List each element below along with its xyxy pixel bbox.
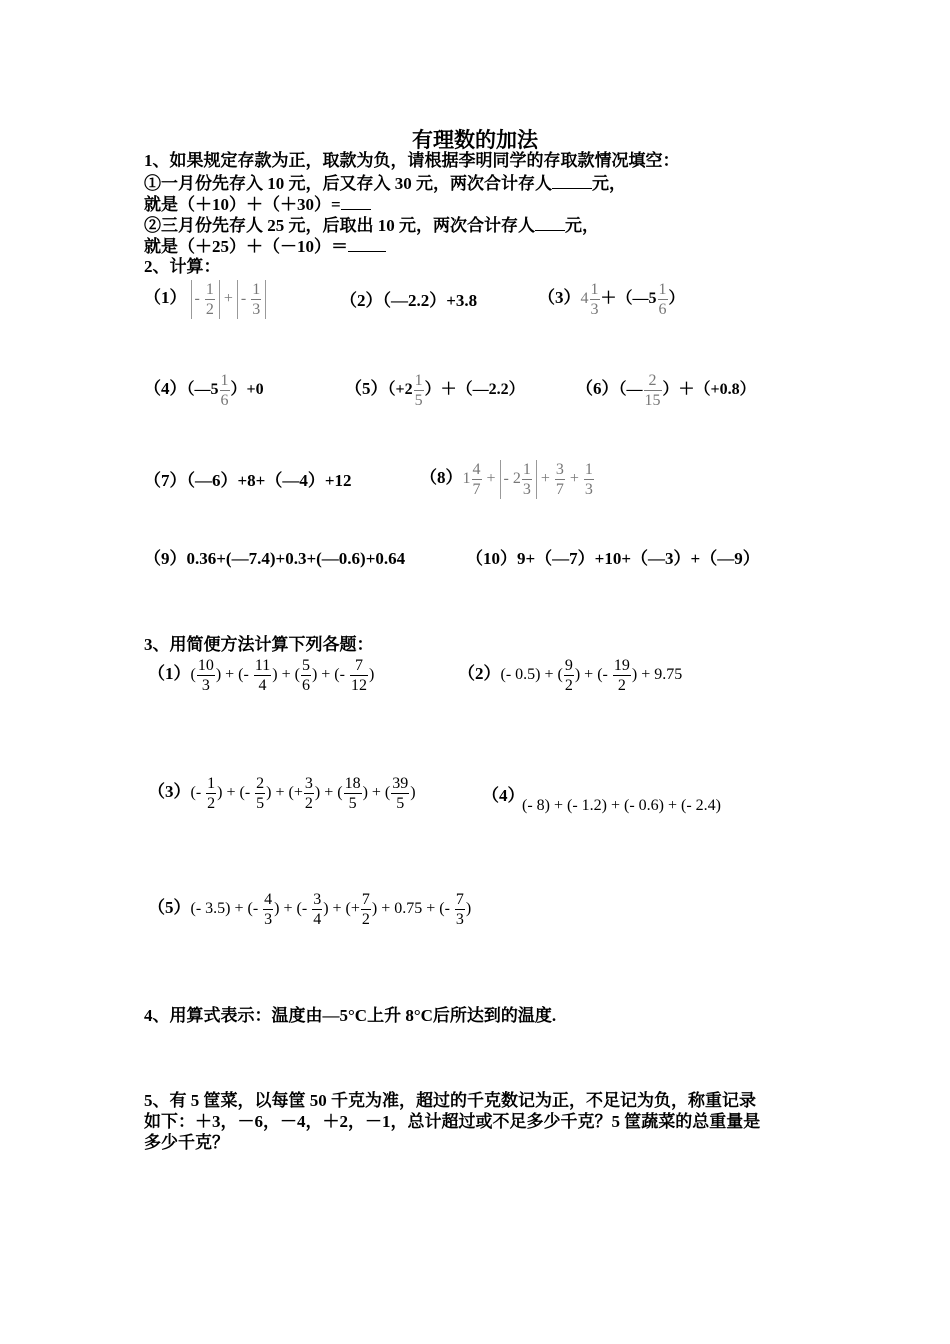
q5-line3: 多少千克？ (144, 1133, 229, 1152)
q3-p5-label: （5） (148, 898, 191, 918)
q2-stem: 2、计算： (144, 257, 221, 276)
q2-p3-mid: ＋（—5 (600, 290, 657, 308)
q2-p8-label: （8） (420, 468, 463, 488)
q1-blank-3[interactable] (535, 213, 565, 231)
q2-p3-label: （3） (538, 288, 581, 308)
q3-p5-c: ) + (+ (323, 900, 360, 918)
q1-stem: 1、如果规定存款为正，取款为负，请根据李明同学的存取款情况填空： (144, 151, 680, 170)
q2-problem-1: （1） - $\frac{1}{2}$ + - $\frac{1}{3}$ (144, 280, 266, 319)
q3-problem-3: （3）(- $\frac{1}{2}$ ) + (- $\frac{2}{5}$ ) + (+ $\frac{3}{2}$ ) + ( $\frac{18}{5}$ ) + ( $\frac{39}{5}$ ) (148, 775, 416, 812)
q3-p3-label: （3） (148, 782, 191, 802)
q2-p5-b: ）＋（—2.2） (424, 381, 525, 399)
q3-p4-expr: (- 8) + (- 1.2) + (- 0.6) + (- 2.4) (522, 797, 722, 814)
q2-problem-3: （3）4 $\frac{1}{3}$ ＋（—5 $\frac{1}{6}$ ） (538, 281, 685, 318)
q1-line1-end: 元， (592, 174, 626, 193)
q2-problem-4: （4）（—5 $\frac{1}{6}$ ）+0 (144, 372, 264, 409)
q2-problem-2 (340, 290, 477, 312)
q3-stem: 3、用简便方法计算下列各题： (144, 635, 374, 654)
q5-line1: 5、有 5 筐菜，以每筐 50 千克为准，超过的千克数记为正，不足记为负，称重记录 (144, 1091, 756, 1110)
q4-text: 4、用算式表示：温度由—5°C上升 8°C后所达到的温度. (144, 1006, 557, 1025)
q2-p6-a: （— (618, 381, 643, 399)
q1-blank-2[interactable] (341, 192, 371, 210)
q1-line4-text: 就是（＋25）＋（－10）＝ (144, 237, 348, 256)
q3-p5-a: (- 3.5) + (- (190, 900, 259, 918)
q3-problem-4 (482, 786, 525, 807)
q2-problem-7: （7）（—6）+8+（—4）+12 (144, 471, 352, 490)
q2-p4-b: ）+0 (230, 381, 264, 399)
q3-problem-1: （1）( $\frac{10}{3}$ ) + (- $\frac{11}{4}$ ) + ( $\frac{5}{6}$ ) + (- $\frac{7}{12}$ ) (148, 657, 375, 694)
q2-p1-label: （1） (144, 288, 187, 308)
q1-line3-text: ②三月份先存人 25 元，后取出 10 元，两次合计存人 (144, 216, 535, 235)
q2-p6-label: （6） (576, 379, 619, 399)
q3-p2-c: ) + 9.75 (631, 666, 683, 684)
q3-p1-label: （1） (148, 664, 191, 684)
q2-p4-a: （—5 (186, 381, 219, 399)
q1-line4 (144, 234, 386, 258)
q1-line2-text: 就是（＋10）＋（＋30）= (144, 195, 341, 214)
q2-p2-label: （2） (340, 291, 383, 310)
q2-problem-6: （6）（— $\frac{2}{15}$ ）＋（+0.8） (576, 372, 756, 409)
q3-p5-e: ) (465, 900, 472, 918)
q3-problem-2: （2）(- 0.5) + ( $\frac{9}{2}$ ) + (- $\frac{19}{2}$ ) + 9.75 (458, 657, 683, 694)
abs-value-2: - $\frac{1}{3}$ (237, 280, 266, 319)
q2-problem-9: （9）0.36+(—7.4)+0.3+(—0.6)+0.64 (144, 549, 406, 568)
q2-p3-end: ） (668, 290, 685, 308)
q2-problem-8: （8）1 $\frac{4}{7}$ + - 2 $\frac{1}{3}$ + $\frac{3}{7}$ + $\frac{1}{3}$ (420, 461, 593, 498)
q3-p5-d: ) + 0.75 + (- (371, 900, 450, 918)
q3-p2-a: (- 0.5) + ( (500, 666, 563, 684)
abs-value-1: - $\frac{1}{2}$ (191, 280, 220, 319)
q1-blank-1[interactable] (552, 171, 592, 189)
q2-p2-expr: （—2.2）+3.8 (382, 291, 478, 310)
q3-problem-5: （5）(- 3.5) + (- $\frac{4}{3}$ ) + (- $\frac{3}{4}$ ) + (+ $\frac{7}{2}$ ) + 0.75 + (- $\frac{7}{3}$ ) (148, 891, 472, 928)
q3-p5-b: ) + (- (274, 900, 308, 918)
q2-p3-whole: 4 (580, 290, 589, 308)
q1-line3-end: 元， (565, 216, 599, 235)
q3-p2-b: ) + (- (574, 666, 608, 684)
q2-p5-a: （+2 (387, 381, 413, 399)
q2-problem-5: （5）（+2 $\frac{1}{5}$ ）＋（—2.2） (345, 372, 525, 409)
q3-p2-label: （2） (458, 664, 501, 684)
page-title: 有理数的加法 (412, 128, 538, 152)
q2-p4-label: （4） (144, 379, 187, 399)
q3-p4-label: （4） (482, 786, 525, 805)
q1-line1-text: ①一月份先存入 10 元，后又存入 30 元，两次合计存人 (144, 174, 552, 193)
q2-p5-label: （5） (345, 379, 388, 399)
abs-value-3: - 2 $\frac{1}{3}$ (500, 460, 537, 499)
q2-p6-b: ）＋（+0.8） (662, 381, 756, 399)
q2-problem-10: （10）9+（—7）+10+（—3）+（—9） (466, 549, 760, 568)
q1-blank-4[interactable] (348, 234, 386, 252)
q5-line2: 如下：＋3，－6，－4，＋2，－1，总计超过或不足多少千克？5 筐蔬菜的总重量是 (144, 1112, 761, 1131)
